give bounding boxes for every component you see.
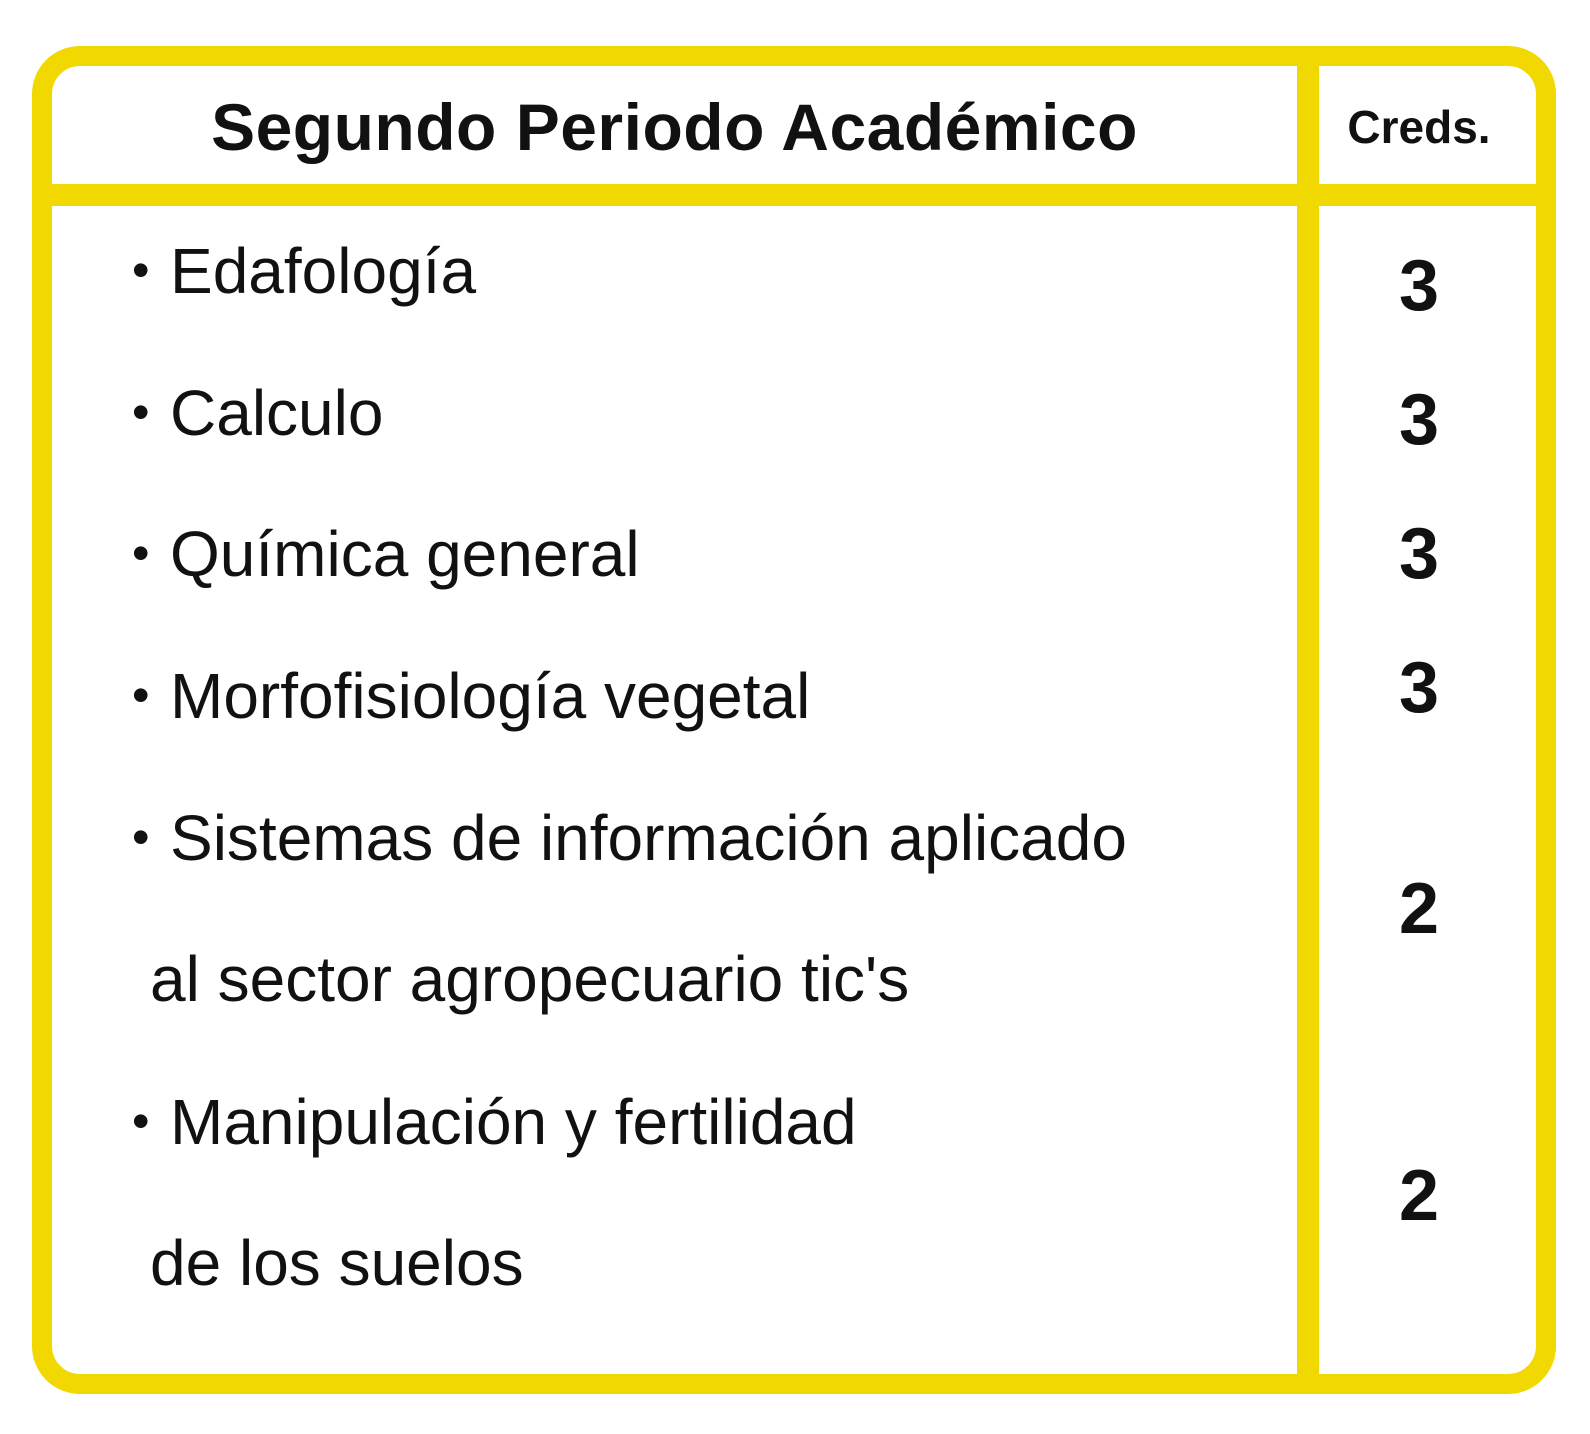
course-name: Edafología	[170, 235, 477, 307]
course-name: Morfofisiología vegetal	[170, 660, 811, 732]
course-credits: 3	[1398, 648, 1440, 728]
course-credits: 3	[1398, 380, 1440, 460]
course-name: Química general	[170, 518, 640, 590]
course-name: Manipulación y fertilidad	[170, 1086, 857, 1158]
bullet-icon: •	[132, 384, 150, 440]
table-title: Segundo Periodo Académico	[211, 90, 1138, 164]
course-item	[132, 235, 477, 307]
course-item	[132, 377, 384, 449]
course-name-continuation: de los suelos	[150, 1227, 524, 1299]
bullet-icon: •	[132, 1093, 150, 1149]
course-item	[132, 1086, 857, 1158]
course-credits: 3	[1398, 514, 1440, 594]
bullet-icon: •	[132, 667, 150, 723]
course-credits: 2	[1398, 1156, 1440, 1236]
course-credits: 3	[1398, 246, 1440, 326]
column-divider	[1297, 46, 1319, 1394]
bullet-icon: •	[132, 809, 150, 865]
course-item	[132, 660, 811, 732]
credits-column-header: Creds.	[1347, 101, 1491, 153]
course-name: Calculo	[170, 377, 384, 449]
course-name: Sistemas de información aplicado	[170, 802, 1127, 874]
course-credits: 2	[1398, 869, 1440, 949]
course-item	[132, 518, 640, 590]
bullet-icon: •	[132, 242, 150, 298]
course-item	[132, 802, 1127, 874]
bullet-icon: •	[132, 525, 150, 581]
header-divider	[32, 184, 1556, 206]
course-name-continuation: al sector agropecuario tic's	[150, 943, 910, 1015]
